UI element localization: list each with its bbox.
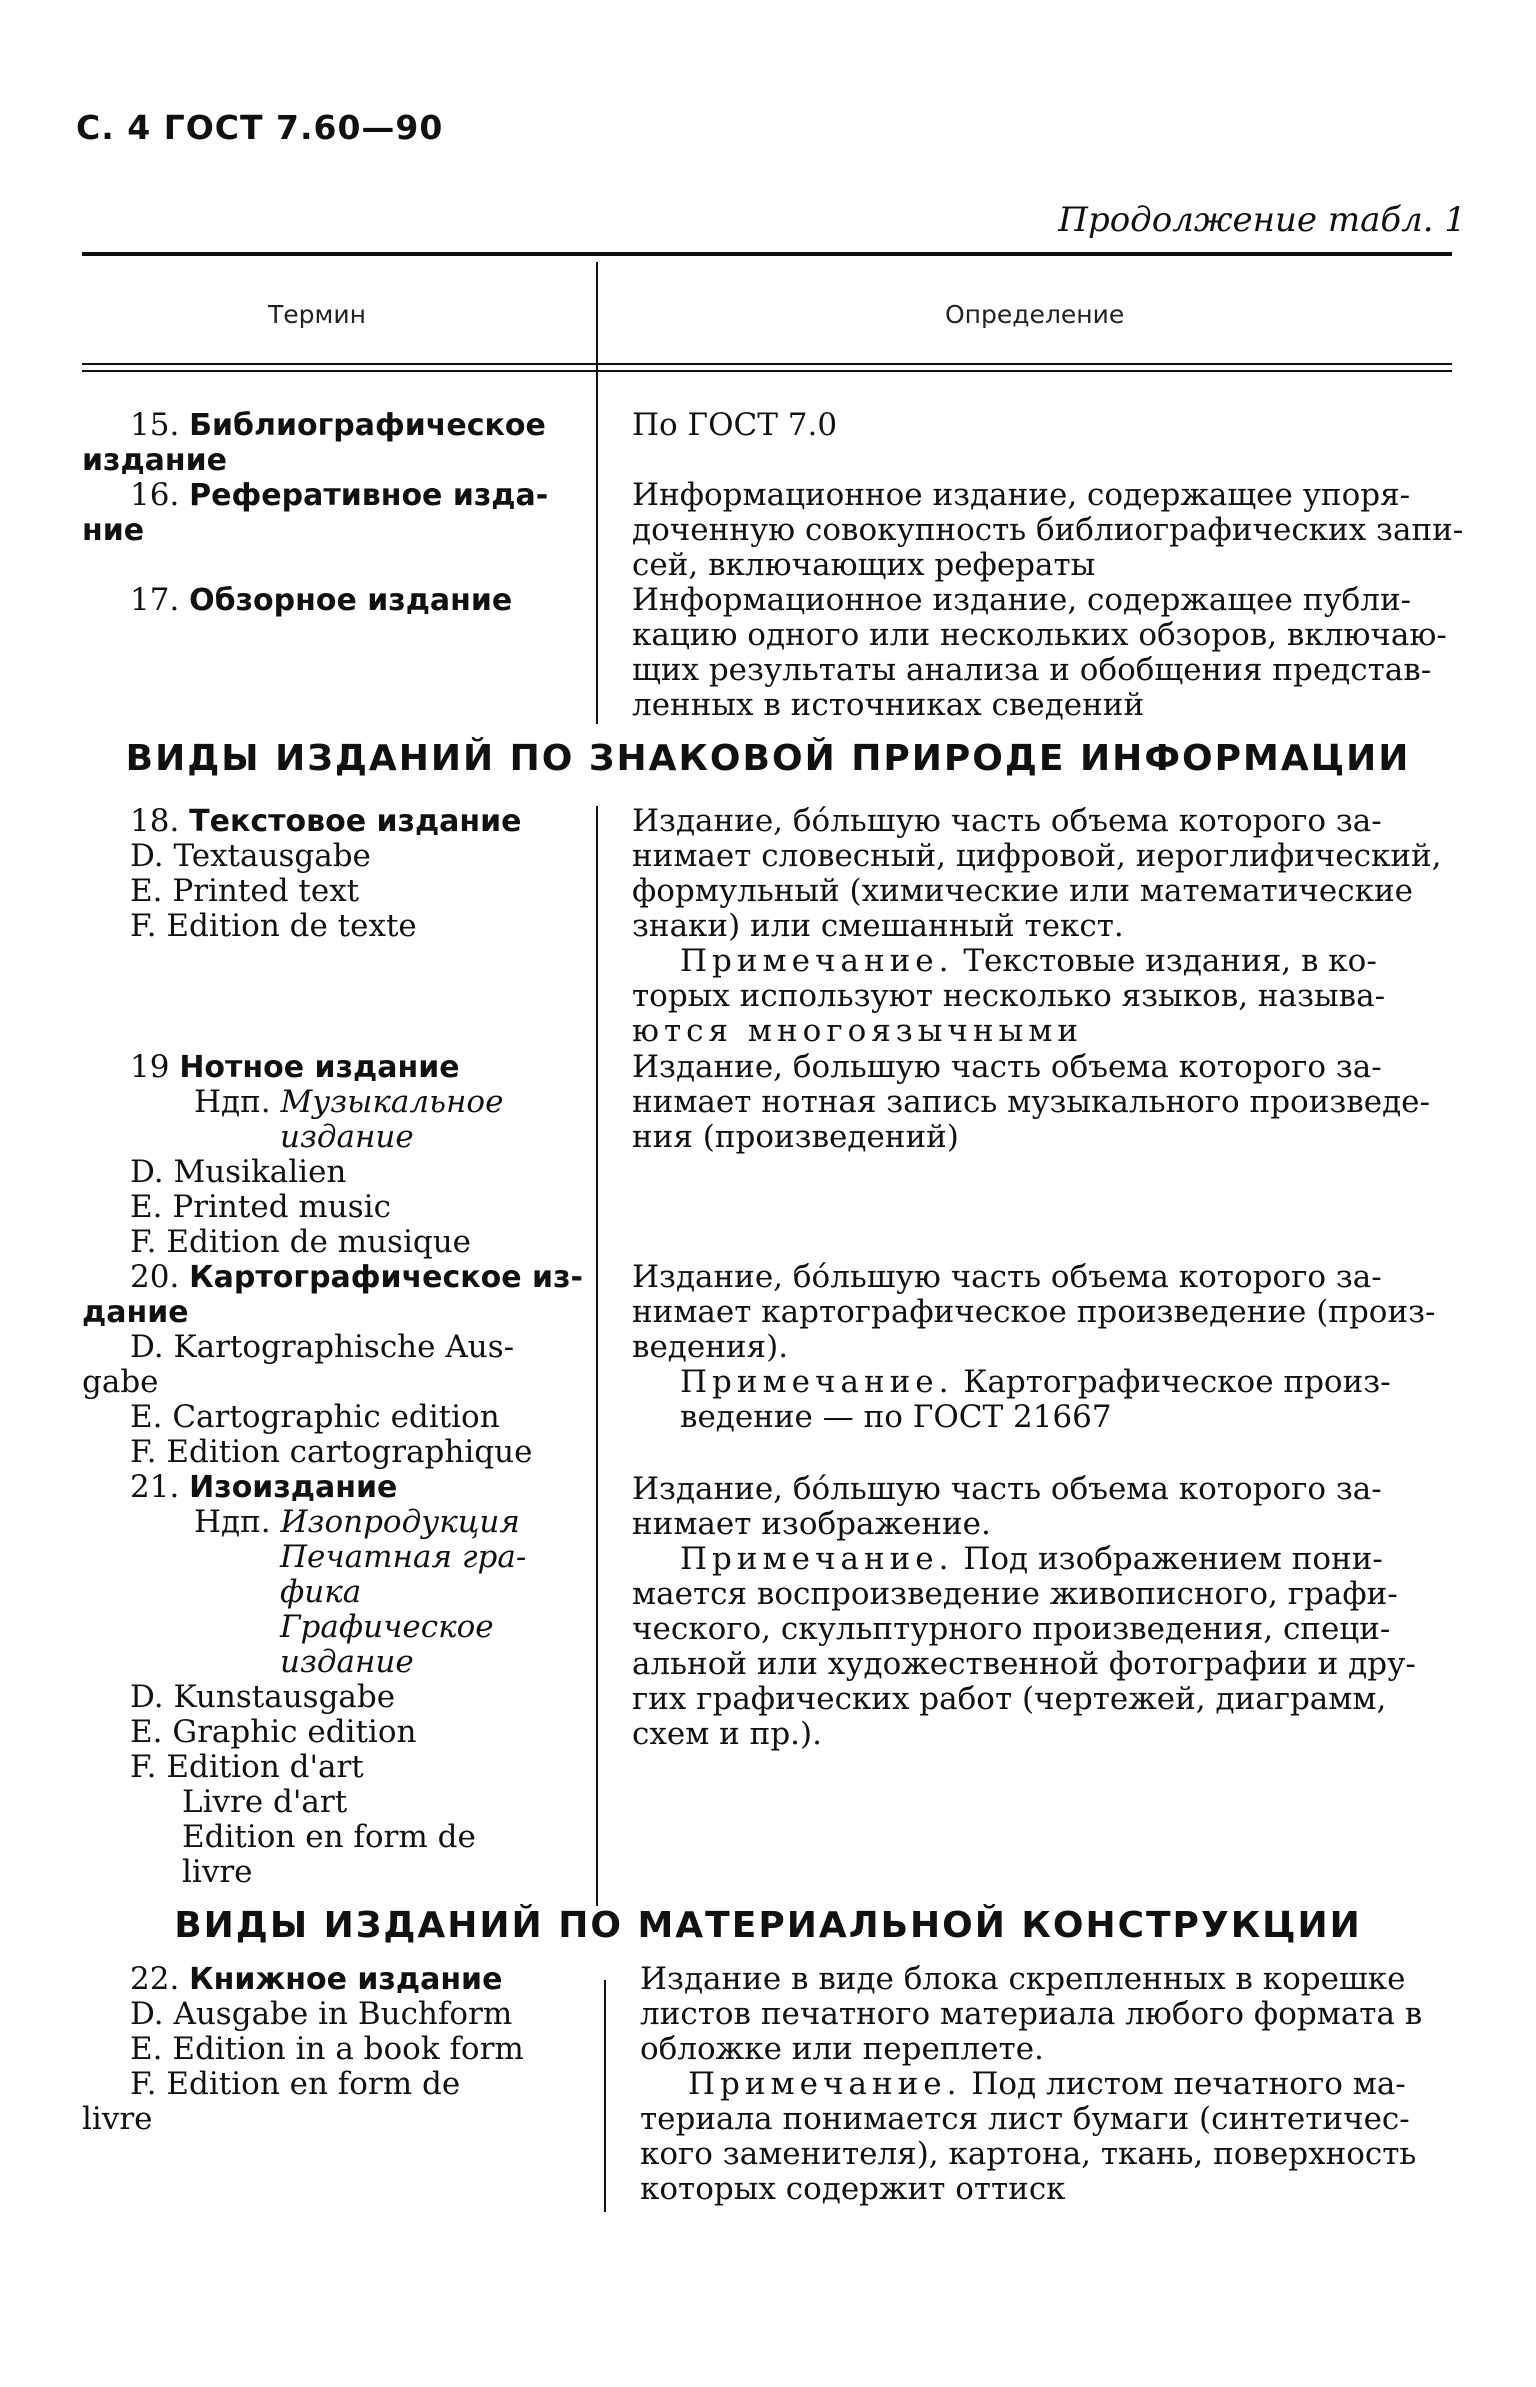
column-divider [596, 262, 598, 724]
term-entry-18: 18. Текстовое издание D. Textausgabe E. Printed text F. Edition de texte [130, 803, 522, 944]
table-top-rule [82, 252, 1452, 256]
definition-entry-17: Информационное издание, содержащее публи- кацию одного или нескольких обзоров, включаю- щих результаты анализа и обобщения представ- ленных в источниках сведений [632, 582, 1447, 723]
table-continuation-label: Продолжение табл. 1 [1058, 200, 1466, 240]
definition-entry-15: По ГОСТ 7.0 [632, 407, 838, 443]
term-entry-22: 22. Книжное издание D. Ausgabe in Buchform E. Edition in a book form F. Edition en form de livre [82, 1961, 524, 2137]
section-title-sign-nature: ВИДЫ ИЗДАНИЙ ПО ЗНАКОВОЙ ПРИРОДЕ ИНФОРМАЦИИ [125, 738, 1411, 779]
table-header-rule-1 [82, 363, 1452, 365]
definition-entry-22: Издание в виде блока скрепленных в корешке листов печатного материала любого формата в обложке или переплете. Примечание. Под листом печатного ма- териала понимается лист бумаги (синтетичес- кого заменителя), картона, ткань, поверхность которых содержит оттиск [640, 1961, 1423, 2207]
term-entry-21: 21. Изоиздание Ндп. Изопродукция Печатная гра- фика Графическое издание D. Kunstausgabe E. Graphic edition F. Edition d'art Livre d'art Edition en form de livre [130, 1469, 527, 1890]
definition-entry-21: Издание, бóльшую часть объема которого за- нимает изображение. Примечание. Под изображением пони- мается воспроизведение живописного, графи- ческого, скульптурного произведения, специ- альной или художественной фотографии и дру- гих графических работ (чертежей, диаграмм, схем и пр.). [632, 1471, 1416, 1752]
section-title-material-construction: ВИДЫ ИЗДАНИЙ ПО МАТЕРИАЛЬНОЙ КОНСТРУКЦИИ [174, 1905, 1362, 1946]
column-header-term: Термин [268, 300, 366, 329]
term-entry-19: 19 Нотное издание Ндп. Музыкальное издание D. Musikalien E. Printed music F. Edition de musique [130, 1049, 504, 1260]
term-entry-17: 17. Обзорное издание [130, 582, 513, 618]
column-divider [604, 1980, 606, 2212]
term-entry-16: 16. Реферативное изда- ние [82, 477, 549, 548]
definition-entry-16: Информационное издание, содержащее упоря- доченную совокупность библиографических запи- сей, включающих рефераты [632, 477, 1464, 583]
definition-entry-18: Издание, бóльшую часть объема которого за- нимает словесный, цифровой, иероглифический, формульный (химические или математические знаки) или смешанный текст. Примечание. Текстовые издания, в ко- торых используют несколько языков, называ- ются многоязычными [632, 803, 1442, 1049]
term-entry-15: 15. Библиографическое издание [82, 407, 546, 478]
table-header-rule-2 [82, 370, 1452, 372]
page-header: С. 4 ГОСТ 7.60—90 [76, 108, 444, 147]
column-divider [596, 806, 598, 1906]
definition-entry-20: Издание, бóльшую часть объема которого за- нимает картографическое произведение (произ- ведения). Примечание. Картографическое произ- ведение — по ГОСТ 21667 [632, 1259, 1436, 1435]
definition-entry-19: Издание, большую часть объема которого за- нимает нотная запись музыкального произведе- ния (произведений) [632, 1049, 1430, 1155]
term-entry-20: 20. Картографическое из- дание D. Kartographische Aus- gabe E. Cartographic edition F. Edition cartographique [82, 1259, 583, 1470]
column-header-definition: Определение [945, 300, 1125, 329]
